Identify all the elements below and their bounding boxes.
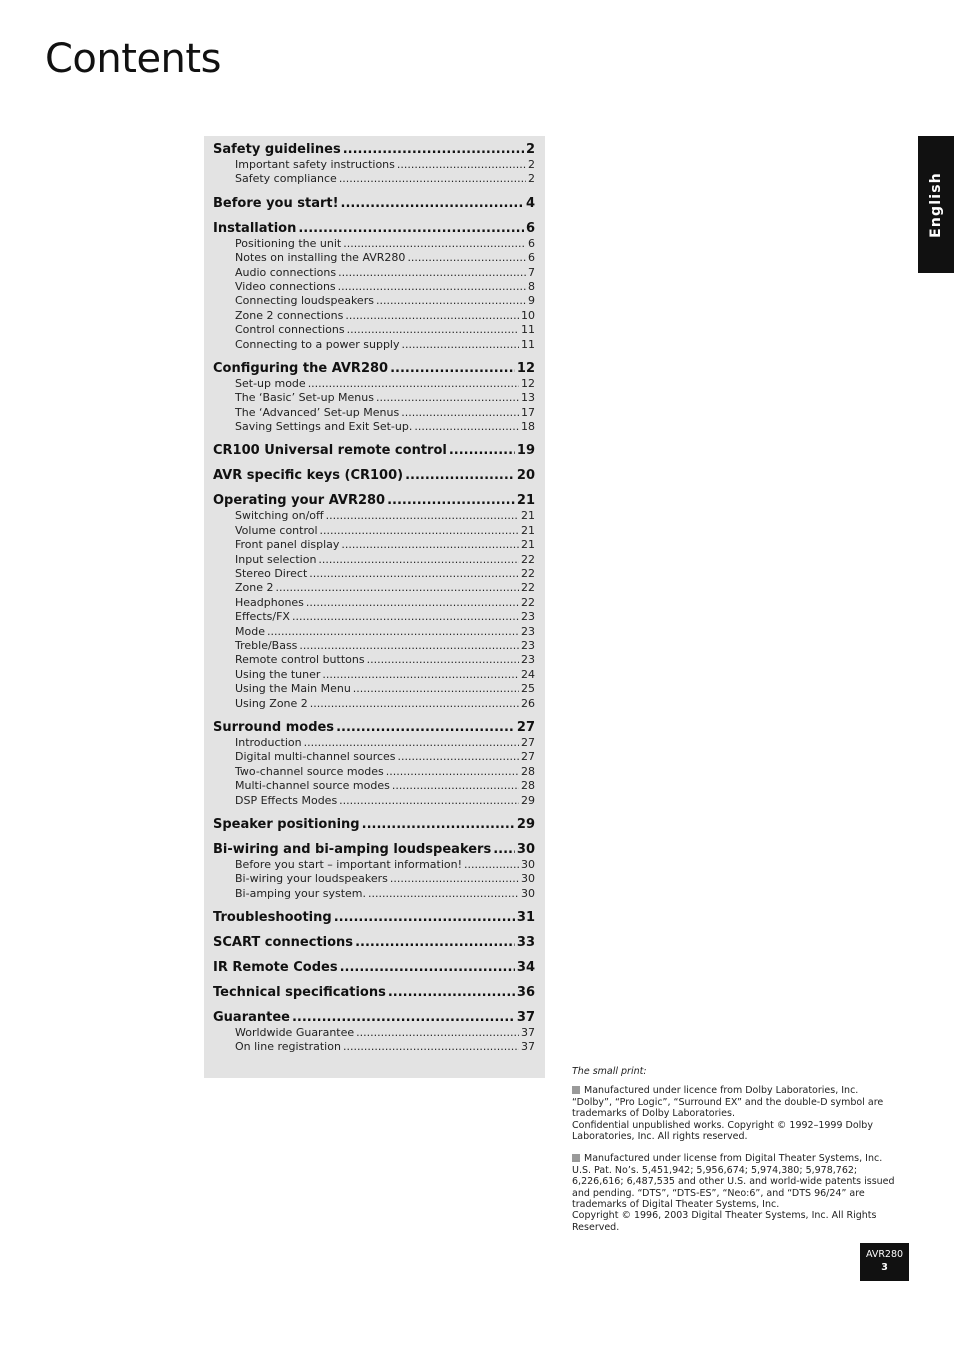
toc-heading-page: 6 bbox=[525, 220, 535, 236]
leader-dots bbox=[306, 596, 519, 610]
toc-section-heading[interactable] bbox=[213, 468, 535, 484]
toc-item-title: Notes on installing the AVR280 bbox=[235, 251, 406, 265]
leader-dots bbox=[387, 493, 515, 509]
toc-item-page: 22 bbox=[521, 552, 535, 566]
leader-dots bbox=[309, 567, 519, 581]
language-tab bbox=[918, 136, 954, 273]
toc-item-title: Worldwide Guarantee bbox=[235, 1026, 355, 1040]
toc-item-title: Input selection bbox=[235, 552, 317, 566]
leader-dots bbox=[336, 720, 515, 736]
leader-dots bbox=[376, 391, 519, 405]
toc-item-page: 23 bbox=[521, 610, 535, 624]
toc-heading-title: Surround modes bbox=[213, 719, 335, 735]
leader-dots bbox=[405, 468, 515, 484]
leader-dots bbox=[299, 639, 519, 653]
toc-item[interactable] bbox=[213, 872, 535, 886]
toc-item-title: Effects/FX bbox=[235, 610, 290, 624]
toc-item[interactable] bbox=[213, 779, 535, 793]
page-footer bbox=[860, 1243, 909, 1281]
toc-heading-title: Safety guidelines bbox=[213, 142, 341, 157]
toc-section bbox=[213, 960, 535, 976]
toc-item-page: 23 bbox=[521, 638, 535, 652]
toc-item-page: 7 bbox=[528, 265, 535, 279]
toc-item[interactable] bbox=[213, 538, 535, 552]
leader-dots bbox=[318, 553, 519, 567]
leader-dots bbox=[334, 910, 515, 926]
toc-heading-title: Installation bbox=[213, 220, 297, 236]
toc-item-title: Headphones bbox=[235, 595, 304, 609]
toc-section bbox=[213, 817, 535, 833]
toc-item-title: Before you start – important information! bbox=[235, 857, 463, 871]
leader-dots bbox=[341, 196, 524, 212]
toc-item-title: The ‘Advanced’ Set-up Menus bbox=[235, 405, 400, 419]
leader-dots bbox=[402, 338, 520, 352]
toc-section bbox=[213, 196, 535, 212]
toc-item-page: 28 bbox=[521, 779, 535, 793]
toc-item-title: DSP Effects Modes bbox=[235, 793, 338, 807]
toc-item-title: Digital multi-channel sources bbox=[235, 750, 396, 764]
toc-item-page: 11 bbox=[521, 323, 535, 337]
toc-item[interactable] bbox=[213, 158, 535, 172]
toc-item[interactable] bbox=[213, 765, 535, 779]
dolby-line-1: Manufactured under licence from Dolby Laboratories, Inc. bbox=[572, 1085, 908, 1096]
toc-item-title: Connecting to a power supply bbox=[235, 337, 400, 351]
footer-model: AVR280 bbox=[865, 1249, 904, 1260]
toc-item[interactable] bbox=[213, 596, 535, 610]
leader-dots bbox=[493, 842, 515, 858]
leader-dots bbox=[407, 251, 526, 265]
small-print bbox=[572, 1066, 908, 1244]
toc-heading-page: 34 bbox=[516, 960, 535, 976]
toc-item-title: Remote control buttons bbox=[235, 653, 365, 667]
leader-dots bbox=[388, 985, 515, 1001]
dts-line-3: Copyright © 1996, 2003 Digital Theater Systems, Inc. All Rights Reserved. bbox=[572, 1210, 877, 1233]
leader-dots bbox=[326, 509, 519, 523]
toc-item[interactable] bbox=[213, 391, 535, 405]
toc-heading-page: 2 bbox=[525, 142, 535, 157]
toc-heading-title: Before you start! bbox=[213, 195, 339, 211]
toc-item[interactable] bbox=[213, 338, 535, 352]
leader-dots bbox=[292, 610, 519, 624]
leader-dots bbox=[362, 817, 515, 833]
leader-dots bbox=[449, 443, 515, 459]
leader-dots bbox=[320, 524, 519, 538]
toc-heading-title: Troubleshooting bbox=[213, 910, 332, 926]
toc-item-title: Positioning the unit bbox=[235, 236, 342, 250]
leader-dots bbox=[292, 1010, 515, 1026]
toc-section bbox=[213, 842, 535, 901]
leader-dots bbox=[345, 309, 519, 323]
leader-dots bbox=[355, 935, 515, 951]
toc-item[interactable] bbox=[213, 266, 535, 280]
toc-item-page: 28 bbox=[521, 764, 535, 778]
leader-dots bbox=[304, 736, 519, 750]
leader-dots bbox=[340, 960, 515, 976]
toc-item-title: Using the Main Menu bbox=[235, 682, 351, 696]
leader-dots bbox=[343, 237, 526, 251]
toc-item-title: Mode bbox=[235, 624, 265, 638]
leader-dots bbox=[353, 682, 519, 696]
toc-heading-title: IR Remote Codes bbox=[213, 960, 338, 976]
toc-item-title: Two-channel source modes bbox=[235, 764, 384, 778]
toc-item[interactable] bbox=[213, 524, 535, 538]
dts-line-1: Manufactured under license from Digital Theater Systems, Inc. bbox=[572, 1153, 908, 1164]
toc-item[interactable] bbox=[213, 509, 535, 523]
leader-dots bbox=[347, 323, 519, 337]
toc-item-page: 24 bbox=[521, 667, 535, 681]
toc-heading-page: 21 bbox=[516, 493, 535, 509]
leader-dots bbox=[464, 858, 519, 872]
dts-notice bbox=[572, 1153, 908, 1233]
small-print-title: The small print: bbox=[572, 1066, 647, 1077]
toc-item-title: Stereo Direct bbox=[235, 567, 308, 581]
toc-heading-title: Guarantee bbox=[213, 1010, 290, 1026]
toc-item[interactable] bbox=[213, 377, 535, 391]
toc-section-heading[interactable] bbox=[213, 443, 535, 459]
bullet-square-icon bbox=[572, 1154, 580, 1162]
toc-item-title: Bi-wiring your loudspeakers bbox=[235, 872, 388, 886]
toc-item[interactable] bbox=[213, 172, 535, 186]
toc-section-heading[interactable] bbox=[213, 985, 535, 1001]
leader-dots bbox=[356, 1026, 519, 1040]
bullet-square-icon bbox=[572, 1086, 580, 1094]
toc-item-page: 21 bbox=[521, 509, 535, 523]
toc-item-page: 27 bbox=[521, 750, 535, 764]
leader-dots bbox=[390, 361, 515, 377]
toc-item[interactable] bbox=[213, 1026, 535, 1040]
toc-item-title: Safety compliance bbox=[235, 172, 337, 186]
toc-section-heading[interactable] bbox=[213, 142, 535, 158]
page-title: Contents bbox=[45, 36, 221, 82]
toc-item[interactable] bbox=[213, 610, 535, 624]
toc-item-page: 22 bbox=[521, 567, 535, 581]
toc-heading-page: 36 bbox=[516, 985, 535, 1001]
toc-heading-page: 20 bbox=[516, 468, 535, 484]
toc-section-heading[interactable] bbox=[213, 196, 535, 212]
toc-item[interactable] bbox=[213, 280, 535, 294]
toc-item-page: 2 bbox=[528, 172, 535, 186]
toc-item[interactable] bbox=[213, 323, 535, 337]
toc-item-page: 37 bbox=[521, 1026, 535, 1040]
leader-dots bbox=[339, 172, 526, 186]
toc-item-title: Saving Settings and Exit Set-up. bbox=[235, 420, 413, 434]
toc-item-title: Video connections bbox=[235, 279, 336, 293]
leader-dots bbox=[386, 765, 519, 779]
toc-section bbox=[213, 142, 535, 187]
dts-line-2: U.S. Pat. No’s. 5,451,942; 5,956,674; 5,974,380; 5,978,762; 6,226,616; 6,487,535 and other U.S. and world-wide patents issued and pending. “DTS”, “DTS-ES”, “Neo:6”, and “DTS 96/24” are trademarks of Digital Theater Systems, Inc. bbox=[572, 1164, 895, 1211]
toc-item-title: Introduction bbox=[235, 735, 302, 749]
toc-item[interactable] bbox=[213, 567, 535, 581]
toc-item[interactable] bbox=[213, 294, 535, 308]
toc-section-heading[interactable] bbox=[213, 817, 535, 833]
toc-section bbox=[213, 1010, 535, 1055]
toc-item[interactable] bbox=[213, 697, 535, 711]
toc-item[interactable] bbox=[213, 794, 535, 808]
toc-item-title: On line registration bbox=[235, 1040, 341, 1054]
toc-item-page: 26 bbox=[521, 696, 535, 710]
leader-dots bbox=[368, 887, 519, 901]
toc-item[interactable] bbox=[213, 682, 535, 696]
toc-item[interactable] bbox=[213, 420, 535, 434]
leader-dots bbox=[339, 794, 519, 808]
toc-heading-page: 4 bbox=[525, 195, 535, 211]
toc-section bbox=[213, 493, 535, 710]
leader-dots bbox=[308, 377, 519, 391]
toc-item-title: Switching on/off bbox=[235, 509, 324, 523]
leader-dots bbox=[414, 420, 519, 434]
toc-section bbox=[213, 720, 535, 808]
toc-item-title: Treble/Bass bbox=[235, 638, 298, 652]
toc-item-title: Using Zone 2 bbox=[235, 696, 308, 710]
toc-heading-title: CR100 Universal remote control bbox=[213, 443, 447, 459]
toc-section-heading[interactable] bbox=[213, 361, 535, 377]
leader-dots bbox=[298, 221, 524, 237]
toc-section bbox=[213, 221, 535, 352]
toc-item-page: 2 bbox=[528, 158, 535, 171]
leader-dots bbox=[267, 625, 519, 639]
toc-item-title: Audio connections bbox=[235, 265, 337, 279]
toc-heading-page: 19 bbox=[516, 443, 535, 459]
toc-item-page: 25 bbox=[521, 682, 535, 696]
toc-item-page: 23 bbox=[521, 624, 535, 638]
toc-item-page: 37 bbox=[521, 1040, 535, 1054]
toc-item[interactable] bbox=[213, 1040, 535, 1054]
toc-section-heading[interactable] bbox=[213, 221, 535, 237]
toc-item-page: 22 bbox=[521, 595, 535, 609]
toc-item[interactable] bbox=[213, 309, 535, 323]
leader-dots bbox=[398, 750, 519, 764]
toc-item-title: Front panel display bbox=[235, 538, 340, 552]
toc-item-page: 29 bbox=[521, 793, 535, 807]
leader-dots bbox=[322, 668, 519, 682]
toc-item[interactable] bbox=[213, 858, 535, 872]
toc-item-page: 6 bbox=[528, 251, 535, 265]
dolby-line-3: Confidential unpublished works. Copyright © 1992–1999 Dolby Laboratories, Inc. All rights reserved. bbox=[572, 1119, 873, 1143]
dolby-notice bbox=[572, 1085, 908, 1142]
toc-section bbox=[213, 361, 535, 435]
toc-item[interactable] bbox=[213, 750, 535, 764]
toc-item[interactable] bbox=[213, 653, 535, 667]
leader-dots bbox=[390, 872, 519, 886]
toc-heading-page: 27 bbox=[516, 719, 535, 735]
toc-item-page: 17 bbox=[521, 405, 535, 419]
toc-item-page: 21 bbox=[521, 538, 535, 552]
toc-heading-page: 12 bbox=[516, 360, 535, 376]
toc-item-page: 30 bbox=[521, 872, 535, 886]
leader-dots bbox=[367, 653, 519, 667]
toc-section bbox=[213, 910, 535, 926]
toc-section-heading[interactable] bbox=[213, 910, 535, 926]
toc-item-title: Important safety instructions bbox=[235, 158, 395, 171]
toc-item-title: Zone 2 connections bbox=[235, 308, 344, 322]
toc-item-page: 27 bbox=[521, 735, 535, 749]
toc-heading-page: 29 bbox=[516, 816, 535, 832]
toc-heading-title: Operating your AVR280 bbox=[213, 493, 386, 509]
leader-dots bbox=[397, 158, 526, 172]
toc-heading-title: Configuring the AVR280 bbox=[213, 360, 389, 376]
leader-dots bbox=[338, 266, 526, 280]
toc-section bbox=[213, 468, 535, 484]
toc-item-page: 18 bbox=[521, 420, 535, 434]
leader-dots bbox=[401, 406, 519, 420]
toc-item-page: 22 bbox=[521, 581, 535, 595]
table-of-contents bbox=[204, 136, 545, 1078]
toc-item-page: 21 bbox=[521, 523, 535, 537]
toc-item-page: 11 bbox=[521, 337, 535, 351]
toc-item[interactable] bbox=[213, 639, 535, 653]
toc-item[interactable] bbox=[213, 668, 535, 682]
toc-item-page: 30 bbox=[521, 857, 535, 871]
toc-item-page: 23 bbox=[521, 653, 535, 667]
toc-item-page: 13 bbox=[521, 391, 535, 405]
toc-item-title: Zone 2 bbox=[235, 581, 274, 595]
toc-item[interactable] bbox=[213, 237, 535, 251]
toc-item[interactable] bbox=[213, 887, 535, 901]
leader-dots bbox=[338, 280, 526, 294]
toc-section-heading[interactable] bbox=[213, 1010, 535, 1026]
toc-item-page: 9 bbox=[528, 294, 535, 308]
toc-list bbox=[213, 142, 535, 1064]
dolby-line-2: “Dolby”, “Pro Logic”, “Surround EX” and the double-D symbol are trademarks of Dolby Laboratories. bbox=[572, 1096, 884, 1120]
toc-section-heading[interactable] bbox=[213, 493, 535, 509]
toc-item-title: Set-up mode bbox=[235, 376, 306, 390]
toc-item-title: Volume control bbox=[235, 523, 318, 537]
leader-dots bbox=[343, 1040, 519, 1054]
toc-item-title: The ‘Basic’ Set-up Menus bbox=[235, 391, 374, 405]
toc-heading-title: Speaker positioning bbox=[213, 816, 360, 832]
toc-section-heading[interactable] bbox=[213, 842, 535, 858]
toc-item-title: Connecting loudspeakers bbox=[235, 294, 374, 308]
toc-item[interactable] bbox=[213, 625, 535, 639]
leader-dots bbox=[343, 142, 524, 158]
toc-section-heading[interactable] bbox=[213, 935, 535, 951]
toc-item[interactable] bbox=[213, 553, 535, 567]
toc-item-page: 6 bbox=[528, 236, 535, 250]
toc-heading-page: 30 bbox=[516, 841, 535, 857]
toc-heading-title: Bi-wiring and bi-amping loudspeakers bbox=[213, 841, 492, 857]
toc-item-page: 30 bbox=[521, 886, 535, 900]
toc-section bbox=[213, 985, 535, 1001]
toc-item[interactable] bbox=[213, 406, 535, 420]
toc-section-heading[interactable] bbox=[213, 720, 535, 736]
leader-dots bbox=[392, 779, 519, 793]
toc-heading-title: Technical specifications bbox=[213, 985, 386, 1001]
leader-dots bbox=[310, 697, 519, 711]
toc-heading-page: 37 bbox=[516, 1010, 535, 1026]
toc-heading-title: SCART connections bbox=[213, 935, 354, 951]
toc-item-title: Bi-amping your system. bbox=[235, 886, 367, 900]
toc-heading-title: AVR specific keys (CR100) bbox=[213, 468, 404, 484]
toc-item[interactable] bbox=[213, 736, 535, 750]
toc-section bbox=[213, 443, 535, 459]
toc-section bbox=[213, 935, 535, 951]
toc-heading-page: 31 bbox=[516, 910, 535, 926]
toc-heading-page: 33 bbox=[516, 935, 535, 951]
language-tab-label: English bbox=[928, 171, 944, 238]
toc-item-page: 8 bbox=[528, 279, 535, 293]
toc-section-heading[interactable] bbox=[213, 960, 535, 976]
leader-dots bbox=[376, 294, 526, 308]
toc-item-page: 10 bbox=[521, 308, 535, 322]
leader-dots bbox=[276, 581, 520, 595]
toc-item-title: Control connections bbox=[235, 323, 345, 337]
toc-item-page: 12 bbox=[521, 376, 535, 390]
toc-item-title: Using the tuner bbox=[235, 667, 321, 681]
footer-page-number: 3 bbox=[881, 1262, 888, 1273]
leader-dots bbox=[341, 538, 519, 552]
toc-item[interactable] bbox=[213, 251, 535, 265]
toc-item-title: Multi-channel source modes bbox=[235, 779, 390, 793]
toc-item[interactable] bbox=[213, 581, 535, 595]
